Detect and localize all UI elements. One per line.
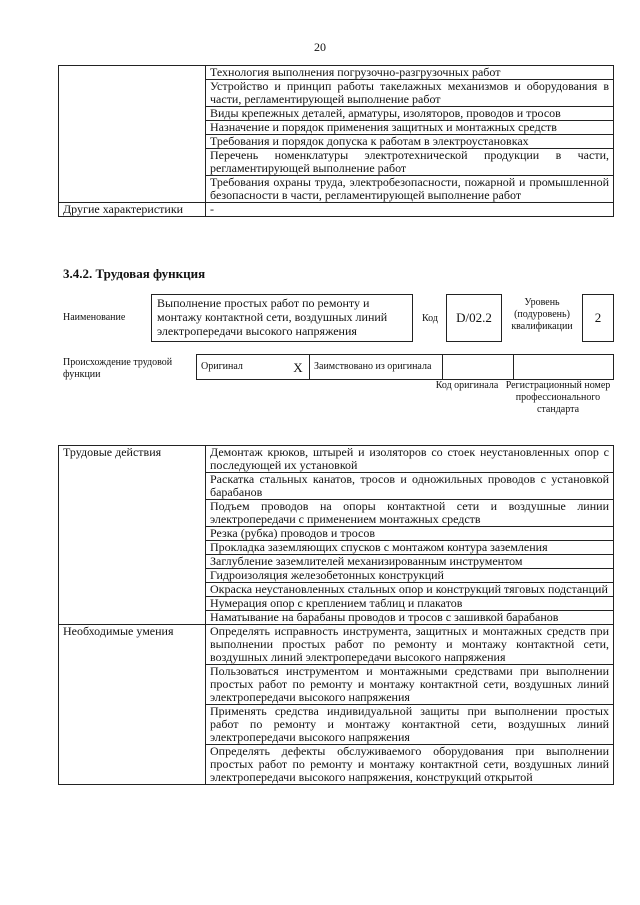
labor-action-cell: Окраска неустановленных стальных опор и конструкций тяговых подстанций [206, 583, 614, 597]
table-row [59, 625, 614, 665]
reg-number-cell [514, 355, 614, 380]
skill-cell: Пользоваться инструментом и монтажными средствами при выполнении простых работ по ремонту и монтажу контактной сети, воздушных линий электропередачи высокого напряжения [206, 665, 614, 705]
borrowed-label: Заимствовано из оригинала [310, 355, 443, 380]
skill-cell: Определять исправность инструмента, защитных и монтажных средств при выполнении простых работ по ремонту и монтажу контактной сети, воздушных линий электропередачи высокого напряжения [206, 625, 614, 665]
original-mark: Х [287, 355, 310, 380]
other-characteristics-label: Другие характеристики [59, 203, 206, 217]
labor-action-cell: Прокладка заземляющих спусков с монтажом контура заземления [206, 541, 614, 555]
original-code-cell [443, 355, 514, 380]
table-row [59, 203, 614, 217]
page-number: 20 [314, 40, 326, 54]
table-cell: Технология выполнения погрузочно-разгрузочных работ [206, 66, 614, 80]
other-characteristics-value: - [206, 203, 614, 217]
labor-action-cell: Резка (рубка) проводов и тросов [206, 527, 614, 541]
original-label: Оригинал [197, 355, 288, 380]
labor-action-cell: Гидроизоляция железобетонных конструкций [206, 569, 614, 583]
skills-label: Необходимые умения [59, 625, 206, 785]
labor-function-table [58, 445, 614, 785]
section-heading: 3.4.2. Трудовая функция [63, 266, 206, 281]
labor-action-cell: Раскатка стальных канатов, тросов и одножильных проводов с установкой барабанов [206, 473, 614, 500]
table-cell: Перечень номенклатуры электротехнической продукции в части, регламентирующей выполнение работ [206, 149, 614, 176]
table-row [197, 355, 614, 380]
origin-table [196, 354, 614, 380]
name-label: Наименование [63, 312, 126, 323]
labor-action-cell: Нумерация опор с креплением таблиц и плакатов [206, 597, 614, 611]
table-row [59, 66, 614, 80]
knowledge-table [58, 65, 614, 217]
level-label: Уровень (подуровень) квалификации [511, 297, 573, 332]
labor-action-cell: Подъем проводов на опоры контактной сети и воздушные линии электропередачи с применением монтажных средств [206, 500, 614, 527]
code-label: Код [422, 313, 438, 324]
labor-actions-label: Трудовые действия [59, 446, 206, 625]
table-cell: Виды крепежных деталей, арматуры, изоляторов, проводов и тросов [206, 107, 614, 121]
labor-action-cell: Демонтаж крюков, штырей и изоляторов со стоек неустановленных опор с последующей их установкой [206, 446, 614, 473]
function-code-box: D/02.2 [446, 294, 502, 342]
table-cell: Устройство и принцип работы такелажных механизмов и оборудования в части, регламентирующей выполнение работ [206, 80, 614, 107]
skill-cell: Определять дефекты обслуживаемого оборудования при выполнении простых работ по ремонту и монтажу контактной сети, воздушных линий электропередачи высокого напряжения, конструкций открытой [206, 745, 614, 785]
table-cell: Требования и порядок допуска к работам в электроустановках [206, 135, 614, 149]
origin-label: Происхождение трудовой функции [63, 357, 173, 380]
function-name-box: Выполнение простых работ по ремонту и монтажу контактной сети, воздушных линий электропередачи высокого напряжения [151, 294, 413, 342]
knowledge-label-cell [59, 66, 206, 203]
table-cell: Назначение и порядок применения защитных и монтажных средств [206, 121, 614, 135]
original-code-label: Код оригинала [435, 380, 499, 391]
level-box: 2 [582, 294, 614, 342]
labor-action-cell: Заглубление заземлителей механизированным инструментом [206, 555, 614, 569]
labor-action-cell: Наматывание на барабаны проводов и тросов с зашивкой барабанов [206, 611, 614, 625]
reg-number-label: Регистрационный номер профессионального стандарта [505, 380, 611, 415]
skill-cell: Применять средства индивидуальной защиты при выполнении простых работ по ремонту и монтажу контактной сети, воздушных линий электропередачи высокого напряжения [206, 705, 614, 745]
table-row [59, 446, 614, 473]
table-cell: Требования охраны труда, электробезопасности, пожарной и промышленной безопасности в части, регламентирующей выполнение работ [206, 176, 614, 203]
